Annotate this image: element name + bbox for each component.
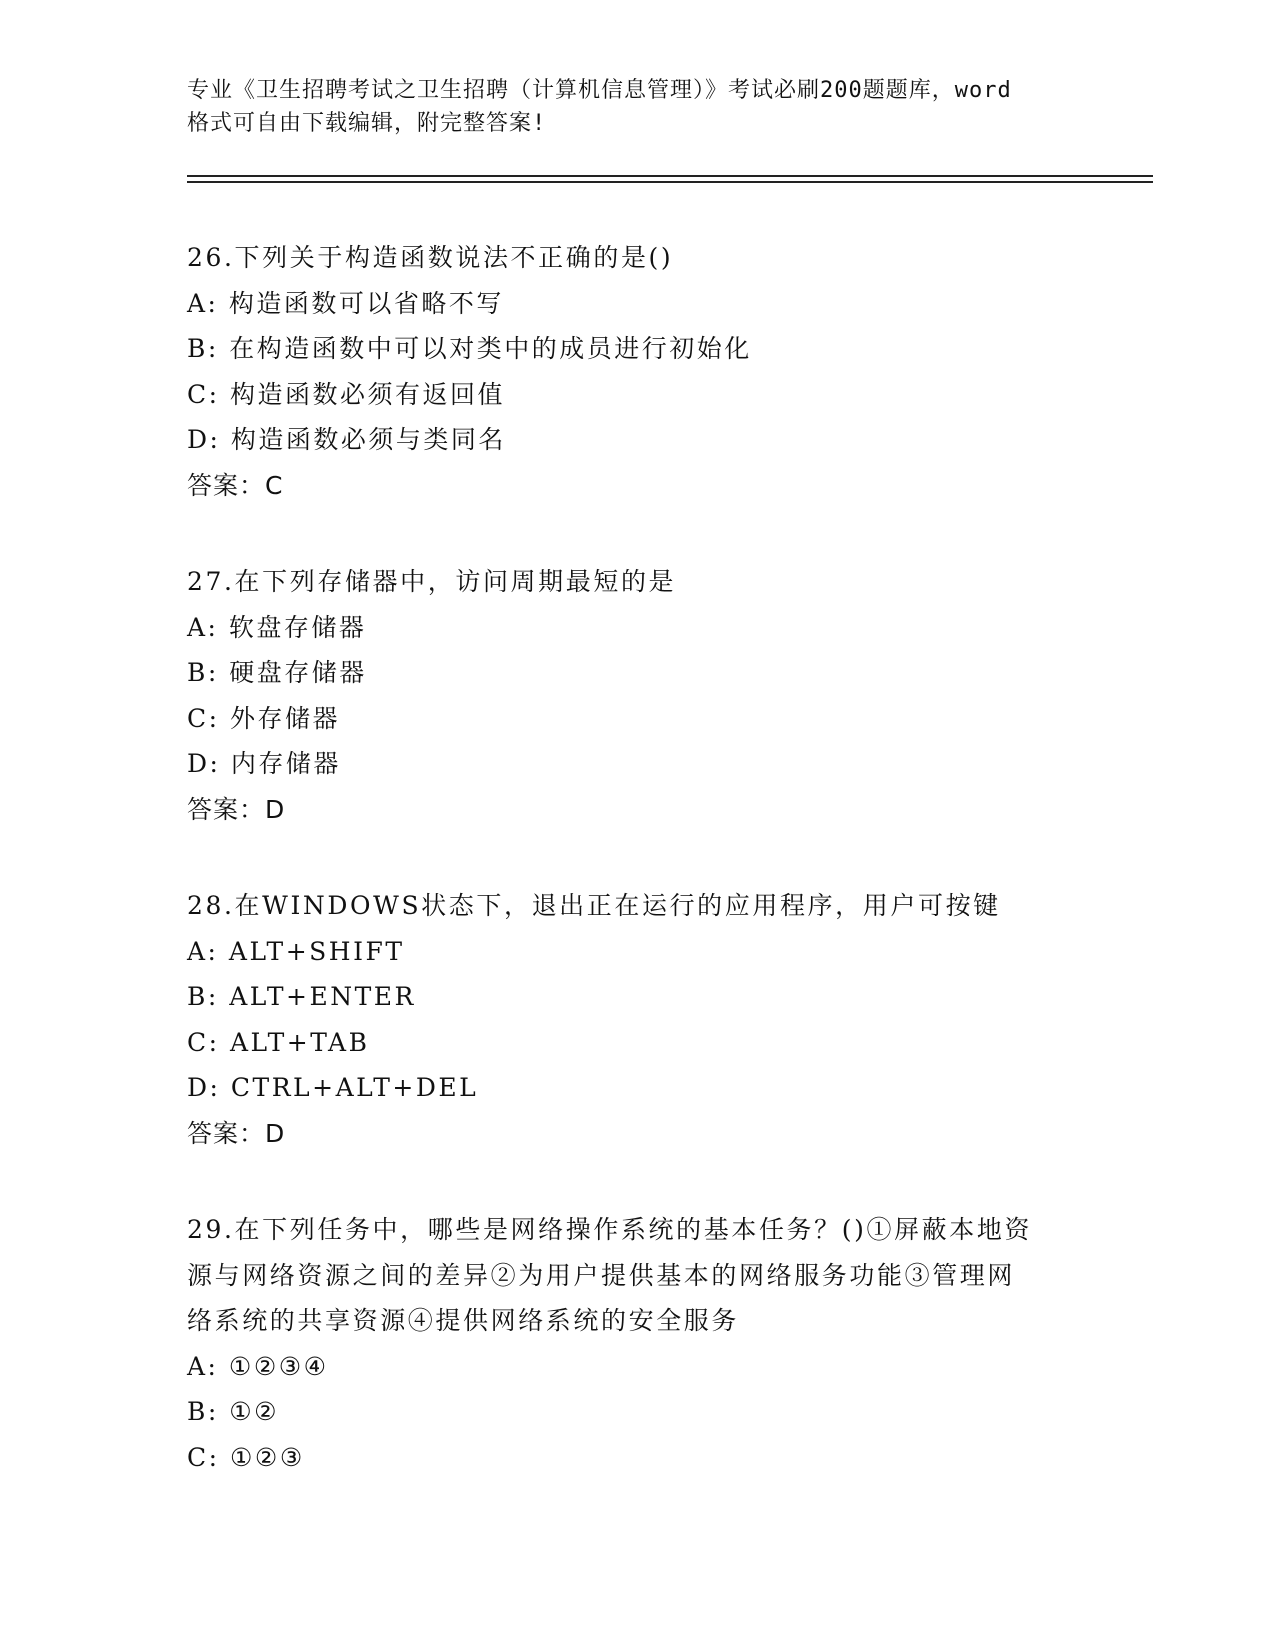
- option-c: C: ALT+TAB: [187, 1027, 370, 1057]
- answer: 答案：D: [187, 1118, 286, 1148]
- answer: 答案：D: [187, 794, 286, 824]
- header-divider: [187, 175, 1153, 177]
- option-b: B: ALT+ENTER: [187, 982, 416, 1011]
- option-b: B: 在构造函数中可以对类中的成员进行初始化: [187, 334, 752, 363]
- answer: 答案：C: [187, 470, 284, 500]
- question-27: [187, 559, 1067, 832]
- question-stem: 29.在下列任务中，哪些是网络操作系统的基本任务？()①屏蔽本地资: [187, 1215, 1033, 1244]
- header-line: 格式可自由下载编辑，附完整答案!: [187, 111, 547, 136]
- option-a: A: ①②③④: [187, 1351, 329, 1381]
- document-header: [187, 74, 1087, 140]
- option-d: D: CTRL+ALT+DEL: [187, 1073, 479, 1102]
- question-28: [187, 883, 1067, 1156]
- option-a: A: ALT+SHIFT: [187, 936, 405, 966]
- question-26: [187, 235, 1067, 508]
- question-stem: 络系统的共享资源④提供网络系统的安全服务: [187, 1306, 740, 1335]
- option-c: C: 外存储器: [187, 703, 340, 733]
- option-d: D: 构造函数必须与类同名: [187, 425, 506, 454]
- option-b: B: 硬盘存储器: [187, 658, 367, 687]
- option-a: A: 构造函数可以省略不写: [187, 288, 504, 318]
- option-a: A: 软盘存储器: [187, 612, 367, 642]
- question-stem: 源与网络资源之间的差异②为用户提供基本的网络服务功能③管理网: [187, 1260, 1016, 1290]
- option-b: B: ①②: [187, 1397, 280, 1426]
- option-c: C: 构造函数必须有返回值: [187, 379, 505, 409]
- question-stem: 26.下列关于构造函数说法不正确的是(): [187, 243, 674, 272]
- option-d: D: 内存储器: [187, 749, 341, 778]
- header-line: 专业《卫生招聘考试之卫生招聘（计算机信息管理）》考试必刷200题题库，word: [187, 78, 1012, 103]
- option-c: C: ①②③: [187, 1442, 305, 1472]
- question-29: [187, 1207, 1067, 1480]
- header-divider: [187, 181, 1153, 183]
- question-stem: 27.在下列存储器中，访问周期最短的是: [187, 567, 677, 596]
- question-stem: 28.在WINDOWS状态下，退出正在运行的应用程序，用户可按键: [187, 891, 1001, 920]
- question-list: [187, 235, 1067, 1531]
